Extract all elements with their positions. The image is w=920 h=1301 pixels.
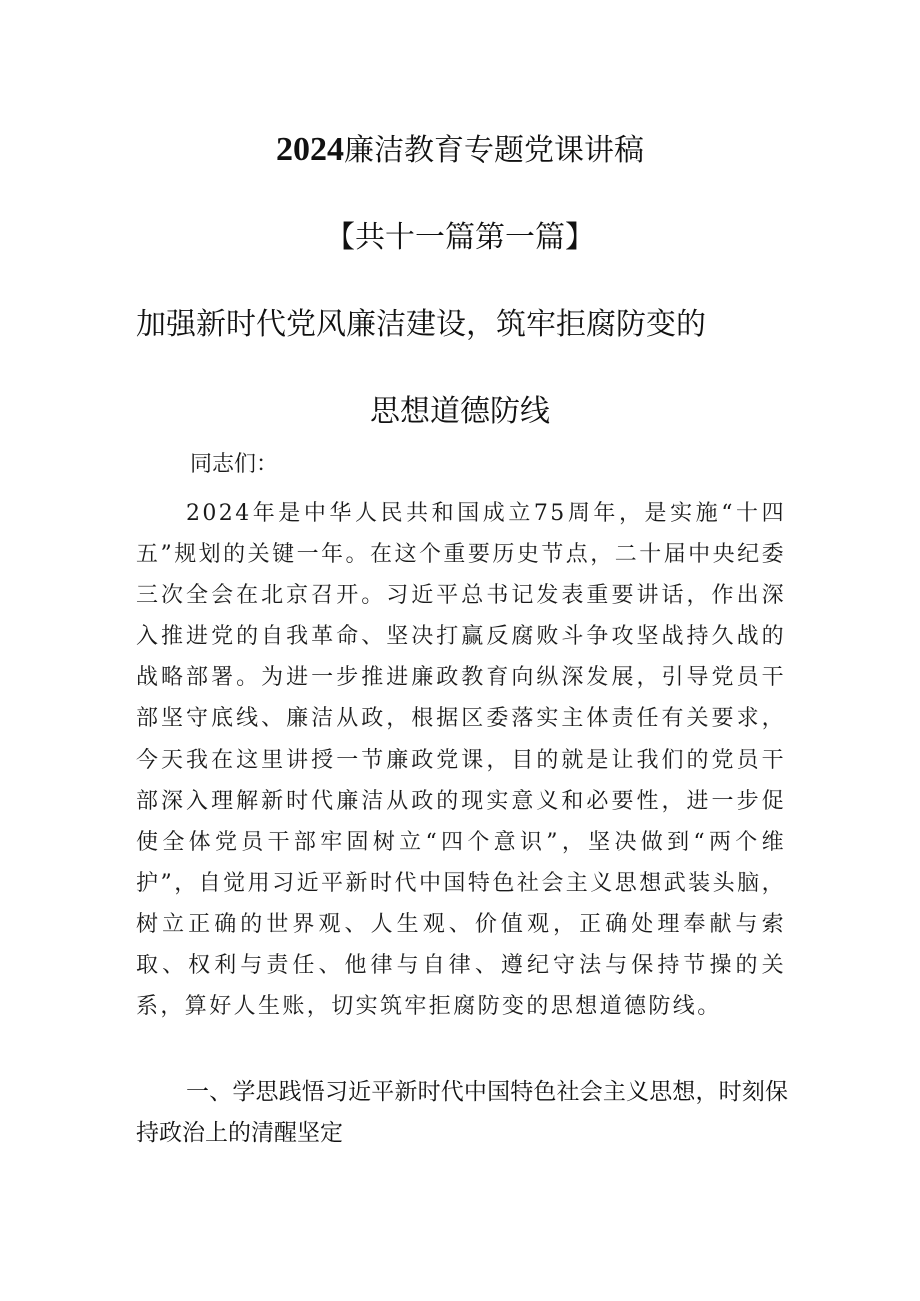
section-heading: 一、学思践悟习近平新时代中国特色社会主义思想，时刻保持政治上的清醒坚定 [136,1079,788,1146]
document-subtitle: 【共十一篇第一篇】 [325,220,595,255]
heading-line-1: 加强新时代党风廉洁建设，筑牢拒腐防变的 [136,307,706,342]
greeting: 同志们： [190,452,279,477]
title-main: 廉洁教育专题党课讲稿 [344,133,644,168]
title-year: 2024 [276,131,344,168]
body-paragraph: 2024年是中华人民共和国成立75周年，是实施“十四五”规划的关键一年。在这个重要历史节点，二十届中央纪委三次全会在北京召开。习近平总书记发表重要讲话，作出深入推进党的自我革命、坚决打赢反腐败斗争攻坚战持久战的战略部署。为进一步推进廉政教育向纵深发展，引导党员干部坚守底线、廉洁从政，根据区委落实主体责任有关要求，今天我在这里讲授一节廉政党课，目的就是让我们的党员干部深入理解新时代廉洁从政的现实意义和必要性，进一步促使全体党员干部牢固树立“四个意识”，坚决做到“两个维护”，自觉用习近平新时代中国特色社会主义思想武装头脑，树立正确的世界观、人生观、价值观，正确处理奉献与索取、权利与责任、他律与自律、遵纪守法与保持节操的关系，算好人生账，切实筑牢拒腐防变的思想道德防线。 [136,501,786,1020]
document-title [0,130,920,171]
heading-line-2: 思想道德防线 [370,394,550,429]
